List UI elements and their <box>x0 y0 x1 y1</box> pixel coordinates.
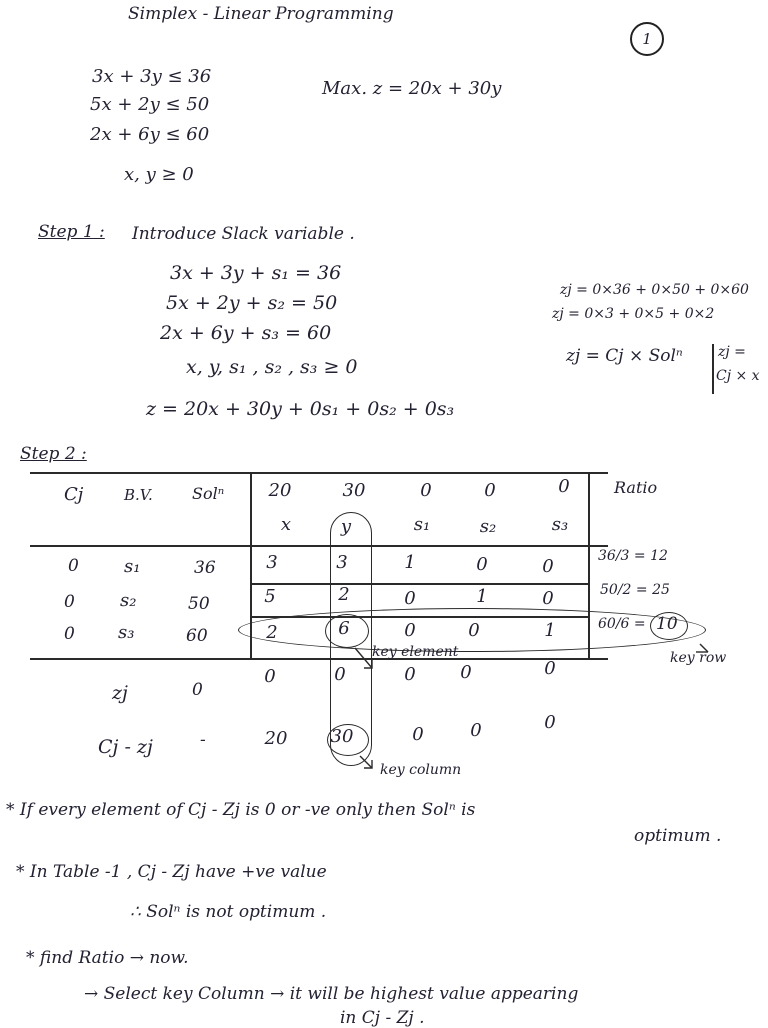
note-not-optimum: ∴ Solⁿ is not optimum . <box>130 902 327 922</box>
note-in-cj-zj: in Cj - Zj . <box>340 1008 425 1028</box>
note-optimality-condition-end: optimum . <box>634 826 722 846</box>
constraint-3: 2x + 6y ≤ 60 <box>90 124 210 145</box>
key-element-label: key element <box>372 644 459 660</box>
header-bv: B.V. <box>124 486 153 504</box>
constraint-4: x, y ≥ 0 <box>124 164 194 185</box>
header-cj: Cj <box>64 484 84 505</box>
var-s1: s₁ <box>413 514 431 535</box>
step2-label-text: Step 2 : <box>20 444 87 464</box>
slack-eq-2: 5x + 2y + s₂ = 50 <box>166 292 338 314</box>
zj-s3: 0 <box>544 658 556 679</box>
cj-zj-y: 30 <box>330 726 354 747</box>
zj-alt-bottom: Cj × x <box>716 368 760 384</box>
cj-zj-s2: 0 <box>470 720 482 741</box>
slack-eq-3: 2x + 6y + s₃ = 60 <box>160 322 332 344</box>
row1-bv: s₁ <box>124 556 141 577</box>
var-s2: s₂ <box>479 516 497 537</box>
row2-ratio: 50/2 = 25 <box>600 582 670 598</box>
zj-formula: zj = Cj × Solⁿ <box>566 346 683 366</box>
row3-cj: 0 <box>64 624 75 644</box>
slack-eq-1: 3x + 3y + s₁ = 36 <box>170 262 342 284</box>
header-sol: Solⁿ <box>192 484 225 503</box>
row1-ratio: 36/3 = 12 <box>598 548 668 564</box>
key-column-label: key column <box>380 762 462 778</box>
row1-y: 3 <box>336 552 348 573</box>
row3-s1: 0 <box>404 620 416 641</box>
row2-y: 2 <box>338 584 350 605</box>
header-ratio: Ratio <box>614 478 658 497</box>
note-optimality-condition: * If every element of Cj - Zj is 0 or -ve only then Solⁿ is <box>6 800 476 820</box>
row3-ratio-value: 10 <box>656 614 678 634</box>
cj-zj-s3: 0 <box>544 712 556 733</box>
cj-zj-label: Cj - zj <box>98 736 153 758</box>
cj-zj-s1: 0 <box>412 724 424 745</box>
cj-value-x: 20 <box>268 480 292 501</box>
key-row-label: key row <box>670 650 727 666</box>
zj-s2: 0 <box>460 662 472 683</box>
cj-value-s1: 0 <box>420 480 432 501</box>
row1-s1: 1 <box>404 552 416 573</box>
row3-s2: 0 <box>468 620 480 641</box>
zj-x: 0 <box>264 666 276 687</box>
row3-sol: 60 <box>186 626 208 646</box>
cj-value-s3: 0 <box>558 476 570 497</box>
page-title: Simplex - Linear Programming <box>128 4 394 24</box>
slack-eq-4: x, y, s₁ , s₂ , s₃ ≥ 0 <box>186 356 358 378</box>
row1-x: 3 <box>266 552 278 573</box>
zj-note-1: zj = 0×36 + 0×50 + 0×60 <box>560 282 749 298</box>
row1-sol: 36 <box>194 558 216 578</box>
var-s3: s₃ <box>551 514 569 535</box>
row3-bv: s₃ <box>118 622 135 643</box>
row2-x: 5 <box>264 586 276 607</box>
row3-y-key-element: 6 <box>338 618 350 639</box>
constraint-2: 5x + 2y ≤ 50 <box>90 94 210 115</box>
note-find-ratio: * find Ratio → now. <box>26 948 189 968</box>
row1-cj: 0 <box>68 556 79 576</box>
note-table1-positive: * In Table -1 , Cj - Zj have +ve value <box>16 862 327 882</box>
row1-s3: 0 <box>542 556 554 577</box>
constraint-1: 3x + 3y ≤ 36 <box>92 66 212 87</box>
cj-zj-x: 20 <box>264 728 288 749</box>
row3-x: 2 <box>266 622 278 643</box>
objective: Max. z = 20x + 30y <box>322 78 502 99</box>
row3-s3: 1 <box>544 620 556 641</box>
zj-label: zj <box>112 682 128 704</box>
page-number: 1 <box>630 22 664 56</box>
zj-note-2: zj = 0×3 + 0×5 + 0×2 <box>552 306 715 322</box>
zj-s1: 0 <box>404 664 416 685</box>
zj-sol: 0 <box>192 680 203 700</box>
row2-sol: 50 <box>188 594 210 614</box>
objective-slack: z = 20x + 30y + 0s₁ + 0s₂ + 0s₃ <box>146 398 455 420</box>
row1-s2: 0 <box>476 554 488 575</box>
step1-text: Introduce Slack variable . <box>132 224 355 244</box>
row2-s1: 0 <box>404 588 416 609</box>
cj-value-y: 30 <box>342 480 366 501</box>
var-y: y <box>340 516 352 537</box>
row2-s2: 1 <box>476 586 488 607</box>
row2-s3: 0 <box>542 588 554 609</box>
note-select-key-column: → Select key Column → it will be highest value appearing <box>84 984 579 1004</box>
cj-value-s2: 0 <box>484 480 496 501</box>
step1-label-text: Step 1 : <box>38 222 105 242</box>
row2-cj: 0 <box>64 592 75 612</box>
row2-bv: s₂ <box>120 590 137 611</box>
zj-alt-top: zj = <box>718 344 746 360</box>
zj-y: 0 <box>334 664 346 685</box>
cj-zj-sol: - <box>200 730 206 750</box>
var-x: x <box>280 514 292 535</box>
row3-ratio-prefix: 60/6 = <box>598 616 646 632</box>
